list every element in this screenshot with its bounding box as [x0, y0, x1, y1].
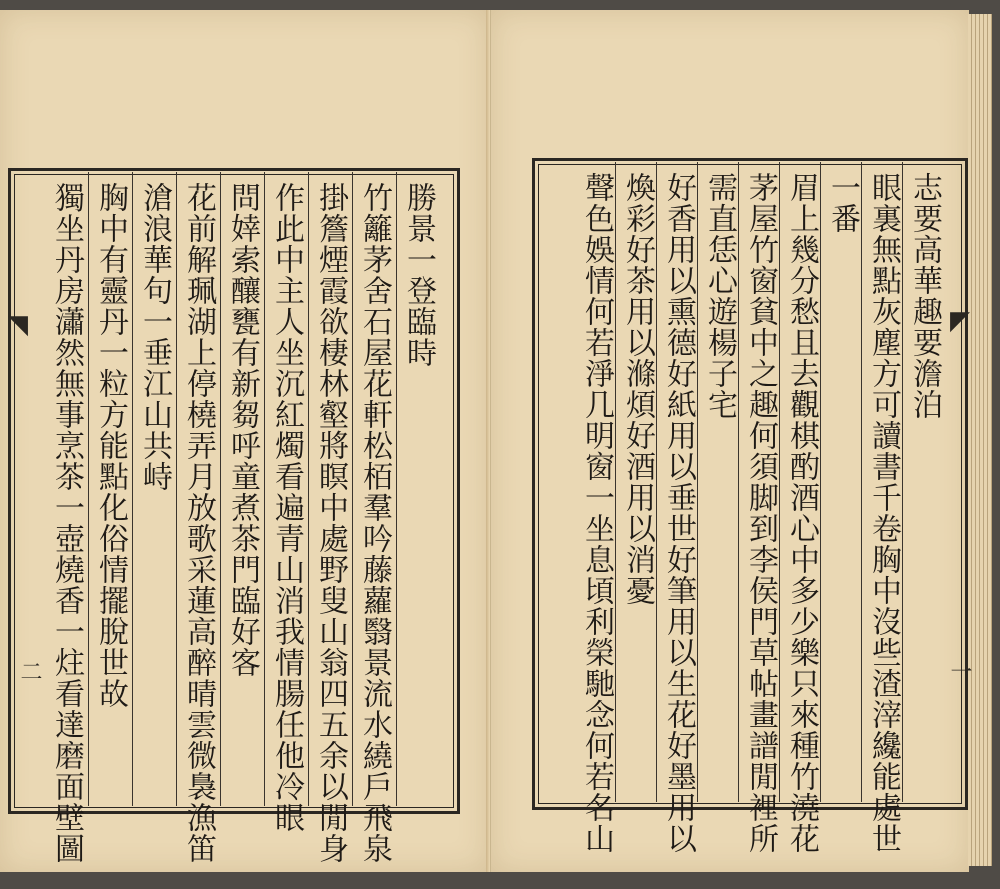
- right-column-8: 煥彩好茶用以滌煩好酒用以消憂: [620, 172, 655, 606]
- left-column-3: 掛簷煙霞欲棲林壑將瞑中處野叟山翁四五余以閒身: [313, 182, 348, 864]
- left-column-rule: [132, 172, 133, 806]
- left-column-9: 獨坐丹房瀟然無事烹茶一壺燒香一炷看達磨面壁圖: [49, 182, 84, 864]
- left-column-rule: [396, 172, 397, 806]
- left-column-6: 花前解珮湖上停橈弄月放歌采蓮高醉晴雲微裊漁笛: [181, 182, 216, 864]
- left-column-rule: [352, 172, 353, 806]
- right-folio-number: 一: [947, 660, 972, 682]
- left-column-rule: [264, 172, 265, 806]
- right-column-5: 茅屋竹窗貧中之趣何須脚到李侯門草帖畫譜閒裡所: [743, 172, 778, 854]
- left-column-8: 胸中有靈丹一粒方能點化俗情擺脫世故: [93, 182, 128, 709]
- right-column-7: 好香用以熏德好紙用以垂世好筆用以生花好墨用以: [661, 172, 696, 854]
- left-column-7: 滄浪華句一垂江山共峙: [137, 182, 172, 492]
- right-column-rule: [615, 162, 616, 802]
- left-fishtail-mark: ◥: [8, 310, 28, 340]
- left-column-5: 問婞索釀甕有新芻呼童煮茶門臨好客: [225, 182, 260, 678]
- right-column-rule: [820, 162, 821, 802]
- left-column-4: 作此中主人坐沉紅燭看遍青山消我情腸任他冷眼: [269, 182, 304, 833]
- left-column-rule: [308, 172, 309, 806]
- right-column-rule: [697, 162, 698, 802]
- right-column-1: 志要高華趣要澹泊: [907, 172, 942, 420]
- right-column-rule: [902, 162, 903, 802]
- right-column-4: 眉上幾分愁且去觀棋酌酒心中多少樂只來種竹澆花: [784, 172, 819, 854]
- right-column-9: 聲色娛情何若淨几明窗一坐息頃利榮馳念何若名山: [579, 172, 614, 854]
- left-column-1: 勝景一登臨時: [401, 182, 436, 368]
- right-column-rule: [738, 162, 739, 802]
- right-column-3: 一番: [825, 172, 860, 234]
- right-fishtail-mark: ◤: [950, 306, 970, 336]
- right-column-rule: [656, 162, 657, 802]
- right-column-2: 眼裏無點灰塵方可讀書千卷胸中沒些渣滓纔能處世: [866, 172, 901, 854]
- right-column-rule: [861, 162, 862, 802]
- right-column-6: 需直恁心遊楊子宅: [702, 172, 737, 420]
- right-column-rule: [779, 162, 780, 802]
- left-folio-number: 二: [17, 660, 42, 682]
- left-column-2: 竹籬茅舍石屋花軒松栢羣吟藤蘿翳景流水繞戶飛泉: [357, 182, 392, 864]
- left-column-rule: [88, 172, 89, 806]
- left-column-rule: [176, 172, 177, 806]
- left-column-rule: [220, 172, 221, 806]
- page-edges: [968, 14, 992, 866]
